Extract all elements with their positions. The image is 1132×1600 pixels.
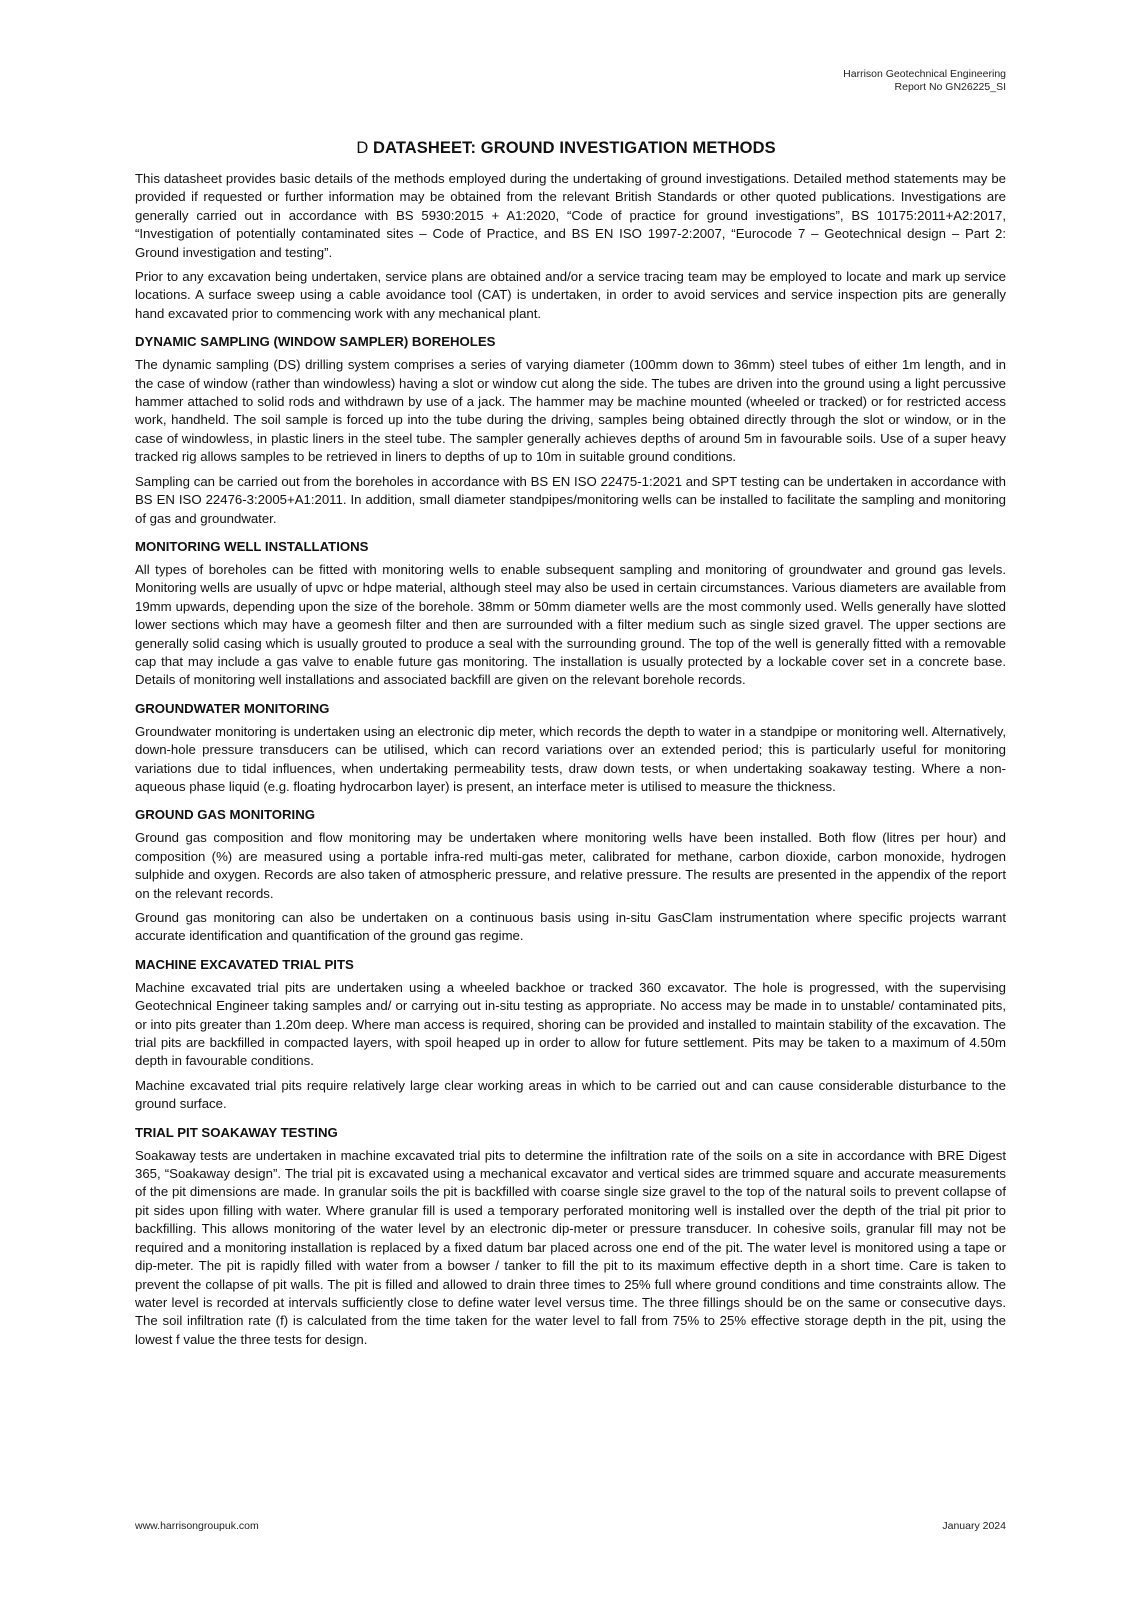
section-paragraph: Groundwater monitoring is undertaken using an electronic dip meter, which records the depth to water in a standpipe or monitoring well. Alternatively, down-hole pressure transducers can be utilised, which can record variations over an extended period; this is particularly useful for monitoring variations due to tidal influences, when undertaking permeability tests, draw down tests, or when undertaking soakaway testing. Where a non-aqueous phase liquid (e.g. floating hydrocarbon layer) is present, an interface meter is utilised to measure the thickness. <box>135 723 1006 794</box>
document-body <box>135 170 1006 1355</box>
page-header <box>843 68 1006 94</box>
section-paragraph: Ground gas monitoring can also be undertaken on a continuous basis using in-situ GasClam instrumentation where specific projects warrant accurate identification and quantification of the ground gas regime. <box>135 910 1006 944</box>
intro-paragraph: Prior to any excavation being undertaken, service plans are obtained and/or a service tracing team may be employed to locate and mark up service locations. A surface sweep using a cable avoidance tool (CAT) is undertaken, in order to avoid services and service inspection pits are generally hand excavated prior to commencing work with any mechanical plant. <box>135 269 1006 321</box>
section-paragraph: Sampling can be carried out from the boreholes in accordance with BS EN ISO 22475-1:2021 and SPT testing can be undertaken in accordance with BS EN ISO 22476-3:2005+A1:2011. In addition, small diameter standpipes/monitoring wells can be installed to facilitate the sampling and monitoring of gas and groundwater. <box>135 473 1006 526</box>
section-paragraph: Ground gas composition and flow monitoring may be undertaken where monitoring wells have been installed. Both flow (litres per hour) and composition (%) are measured using a portable infra-red multi-gas meter, calibrated for methane, carbon dioxide, carbon monoxide, hydrogen sulphide and oxygen. Records are also taken of atmospheric pressure, and relative pressure. The results are presented in the appendix of the report on the relevant records. <box>135 830 1006 901</box>
section-paragraph: Soakaway tests are undertaken in machine excavated trial pits to determine the infiltration rate of the soils on a site in accordance with BRE Digest 365, “Soakaway design”. The trial pit is excavated using a mechanical excavator and vertical sides are trimmed square and accurate measurements of the pit dimensions are made. In granular soils the pit is backfilled with coarse single size gravel to the top of the natural soils to prevent collapse of pit sides upon filling with water. Where granular fill is used a temporary perforated monitoring well is installed over the depth of the trial pit prior to backfilling. This allows monitoring of the water level by an electronic dip-meter or pressure transducer. In cohesive soils, granular fill may not be required and a monitoring installation is replaced by a fixed datum bar placed across one end of the pit. The water level is monitored using a tape or dip-meter. The pit is rapidly filled with water from a bowser / tanker to fill the pit to its maximum effective depth in a short time. Care is taken to prevent the collapse of pit walls. The pit is filled and allowed to drain three times to 25% full where ground conditions and time constraints allow. The water level is recorded at intervals sufficiently close to define water level versus time. The three fillings should be on the same or consecutive days. The soil infiltration rate (f) is calculated from the time taken for the water level to fall from 75% to 25% effective storage depth in the pit, using the lowest f value the three tests for design. <box>135 1147 1006 1347</box>
footer-website: www.harrisongroupuk.com <box>135 1520 259 1532</box>
section-paragraph: Machine excavated trial pits require relatively large clear working areas in which to be carried out and can cause considerable disturbance to the ground surface. <box>135 1077 1006 1112</box>
company-name: Harrison Geotechnical Engineering <box>843 68 1006 80</box>
intro-paragraph: This datasheet provides basic details of the methods employed during the undertaking of ground investigations. Detailed method statements may be provided if requested or further information may be obtained from the relevant British Standards or other quoted publications. Investigations are generally carried out in accordance with BS 5930:2015 + A1:2020, “Code of practice for ground investigations”, BS 10175:2011+A2:2017, “Investigation of potentially contaminated sites – Code of Practice, and BS EN ISO 1997-2:2007, “Eurocode 7 – Geotechnical design – Part 2: Ground investigation and testing”. <box>135 171 1006 260</box>
section-paragraph: The dynamic sampling (DS) drilling system comprises a series of varying diameter (100mm down to 36mm) steel tubes of either 1m length, and in the case of window (rather than windowless) having a slot or window cut along the side. The tubes are driven into the ground using a light percussive hammer attached to solid rods and withdrawn by use of a jack. The hammer may be machine mounted (wheeled or tracked) or for restricted access work, handheld. The soil sample is forced up into the tube during the driving, samples being obtained directly through the slot or window, or in the case of windowless, in plastic liners in the steel tube. The sampler generally achieves depths of around 5m in favourable soils. Use of a super heavy tracked rig allows samples to be retrieved in liners to depths of up to 10m in suitable ground conditions. <box>135 357 1006 465</box>
section-heading-dynamic-sampling: DYNAMIC SAMPLING (WINDOW SAMPLER) BOREHOLES <box>135 334 496 350</box>
appendix-letter: D <box>356 139 369 157</box>
section-paragraph: Machine excavated trial pits are undertaken using a wheeled backhoe or tracked 360 excavator. The hole is progressed, with the supervising Geotechnical Engineer taking samples and/ or carrying out in-situ testing as appropriate. No access may be made in to unstable/ contaminated pits, or into pits greater than 1.20m deep. Where man access is required, shoring can be provided and installed to maintain stability of the excavation. The trial pits are backfilled in compacted layers, with spoil heaped up in order to allow for future settlement. Pits may be taken to a maximum of 4.50m depth in favourable conditions. <box>135 979 1006 1069</box>
report-number: Report No GN26225_SI <box>894 81 1006 93</box>
section-heading-ground-gas-monitoring: GROUND GAS MONITORING <box>135 807 315 823</box>
section-paragraph: All types of boreholes can be fitted with monitoring wells to enable subsequent sampling and monitoring of groundwater and ground gas levels. Monitoring wells are usually of upvc or hdpe material, although steel may also be used in certain circumstances. Various diameters are available from 19mm upwards, depending upon the size of the borehole. 38mm or 50mm diameter wells are the most commonly used. Wells generally have slotted lower sections which may have a geomesh filter and then are surrounded with a filter medium such as single sized gravel. The upper sections are generally solid casing which is usually grouted to produce a seal with the surrounding ground. The top of the well is generally fitted with a removable cap that may include a gas valve to enable future gas monitoring. The installation is usually protected by a lockable cover set in a concrete base. Details of monitoring well installations and associated backfill are given on the relevant borehole records. <box>135 561 1006 688</box>
footer-date: January 2024 <box>942 1520 1006 1532</box>
section-heading-monitoring-wells: MONITORING WELL INSTALLATIONS <box>135 538 369 554</box>
page-title <box>0 139 1132 158</box>
section-heading-trial-pits: MACHINE EXCAVATED TRIAL PITS <box>135 956 354 972</box>
title-text: DATASHEET: GROUND INVESTIGATION METHODS <box>373 139 776 157</box>
section-heading-groundwater-monitoring: GROUNDWATER MONITORING <box>135 700 330 716</box>
section-heading-soakaway-testing: TRIAL PIT SOAKAWAY TESTING <box>135 1124 338 1140</box>
